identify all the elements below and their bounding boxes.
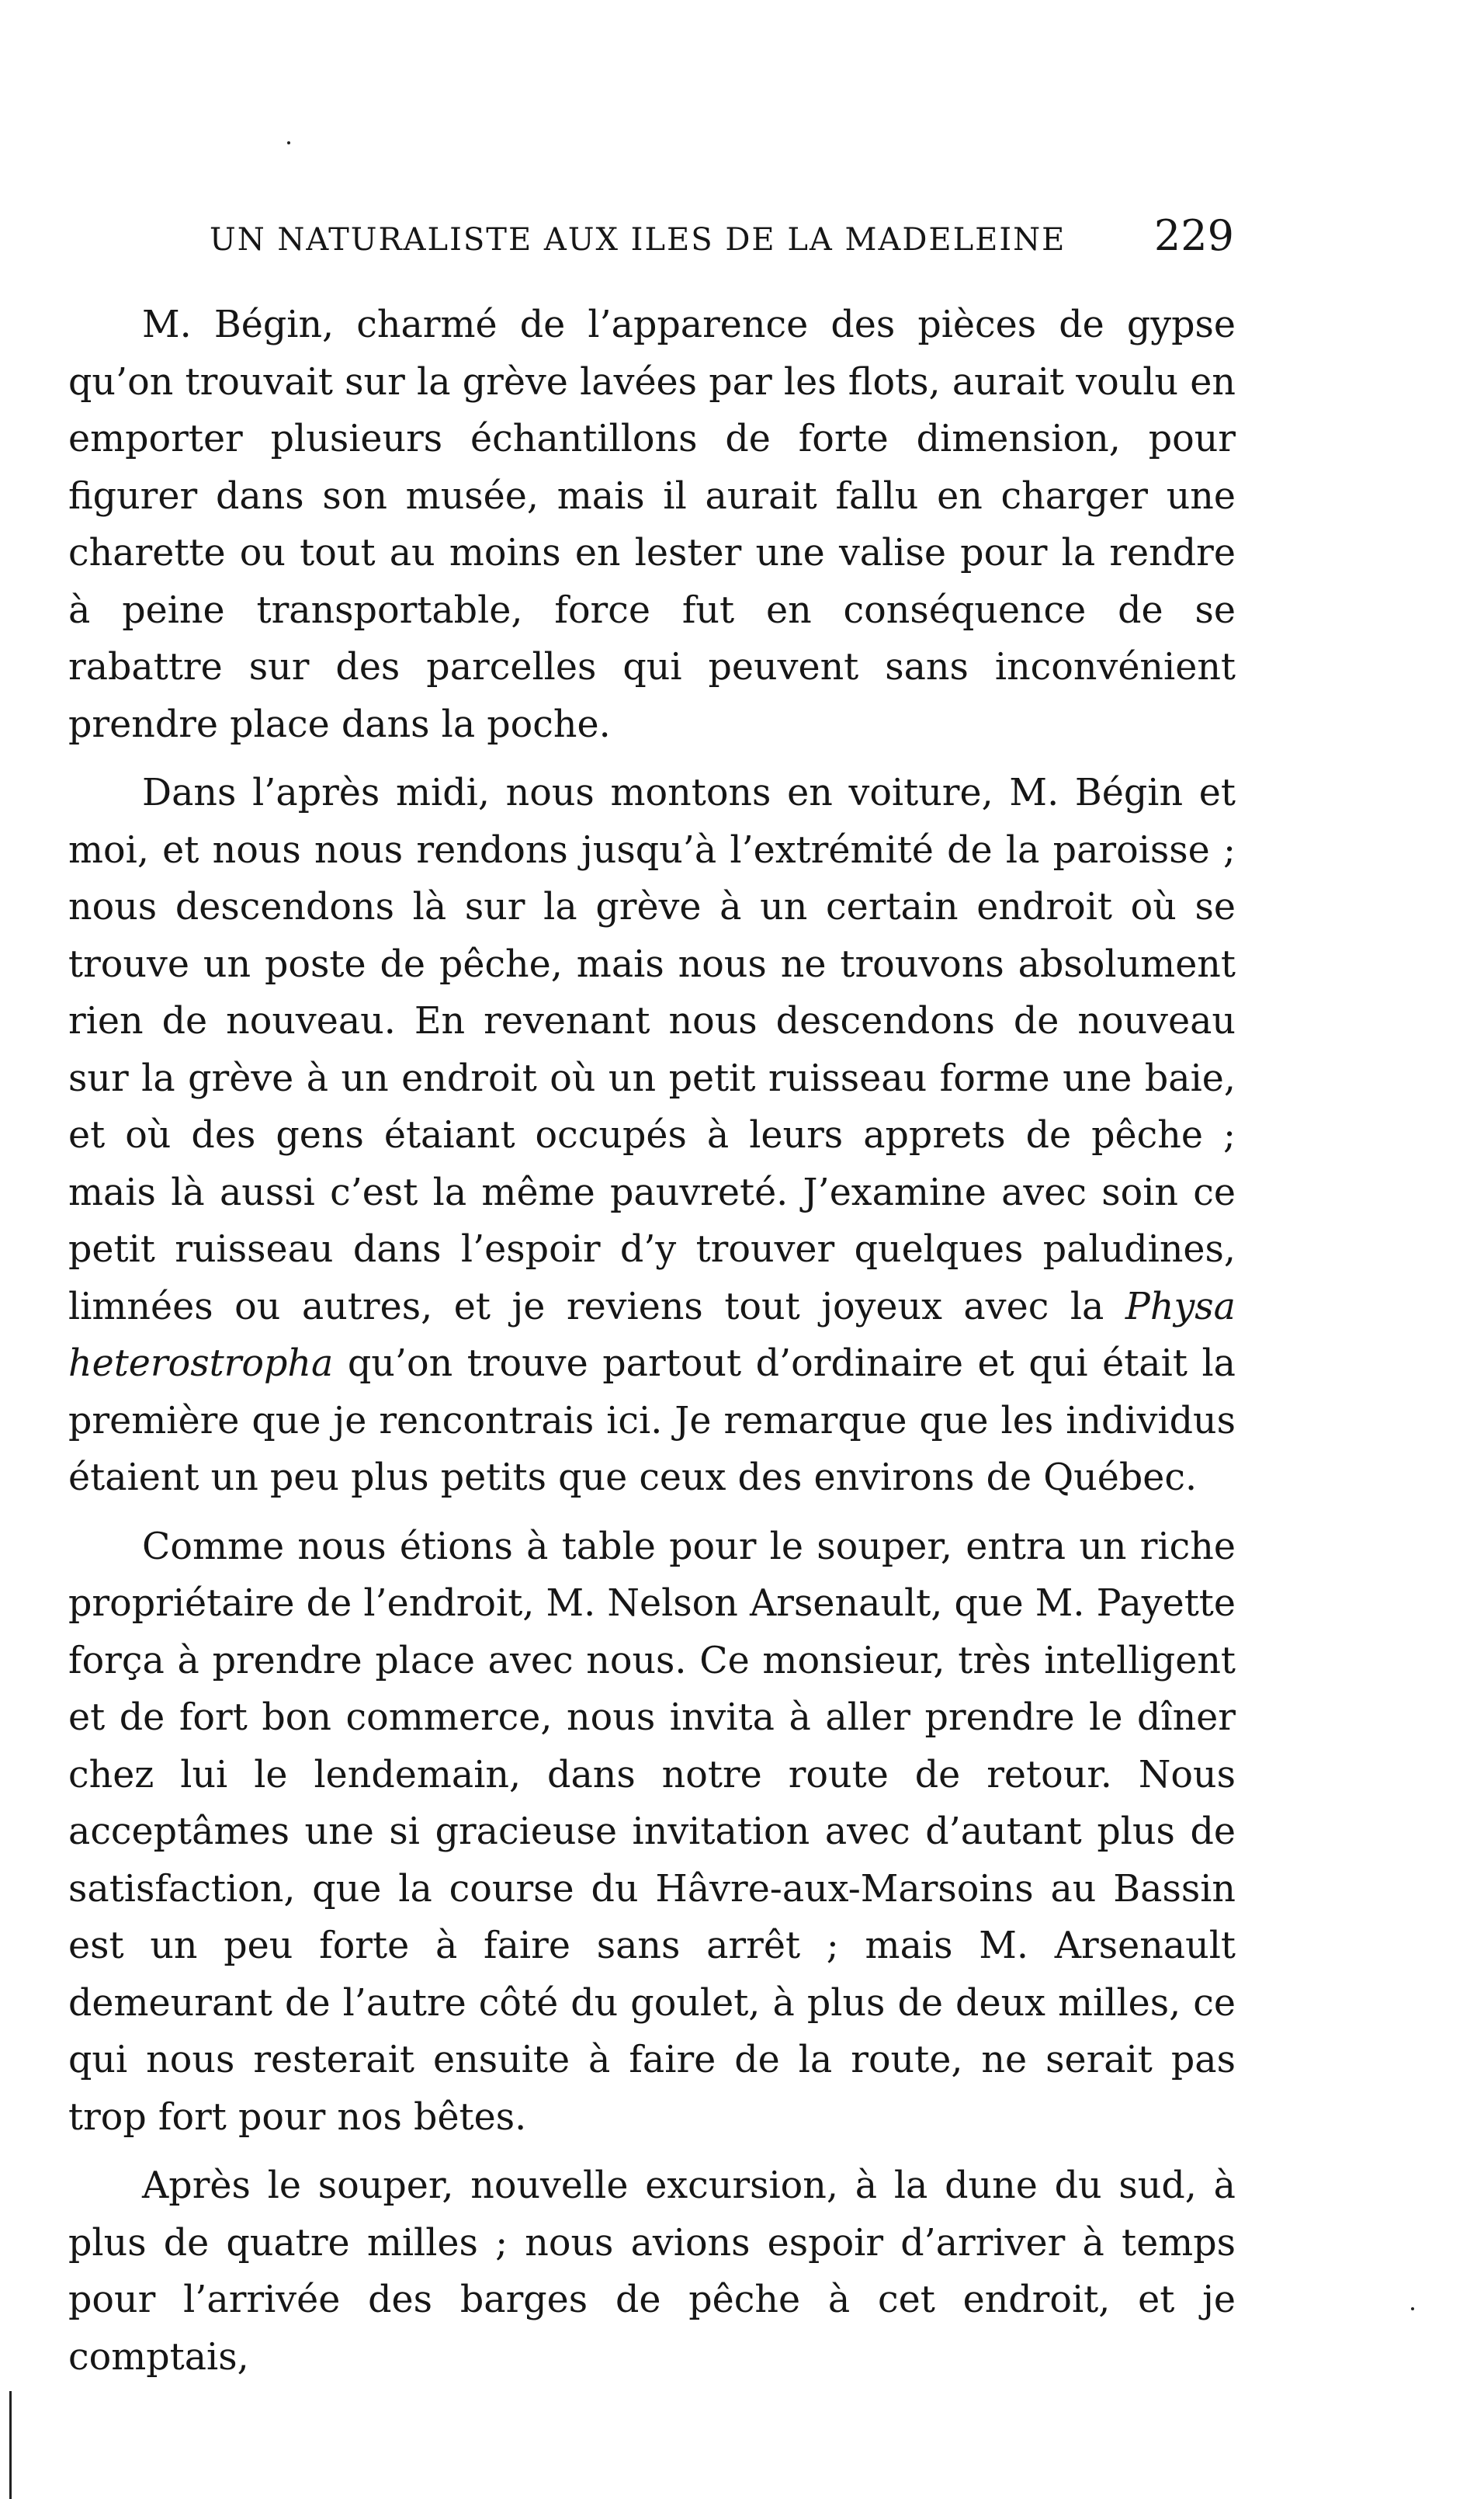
scan-speck bbox=[287, 141, 290, 144]
text-segment: Dans l’après midi, nous montons en voiture, M. Bégin et moi, et nous nous rendons jusqu’à l’extrémité de la paroisse ; nous descendons là sur la grève à un certain endroit où se trouve un poste de pêche, mais nous ne trouvons absolument rien de nouveau. En revenant nous descendons de nouveau sur la grève à un endroit où un petit ruisseau forme une baie, et où des gens étaiant occupés à leurs apprets de pêche ; mais là aussi c’est la même pauvreté. J’examine avec soin ce petit ruisseau dans l’espoir d’y trouver quelques paludines, limnées ou autres, et je reviens tout joyeux avec la bbox=[68, 772, 1236, 1328]
text-segment: M. Bégin, charmé de l’apparence des pièces de gypse qu’on trouvait sur la grève lavées par les flots, aurait voulu en emporter plusieurs échantillons de forte dimension, pour figurer dans son musée, mais il aurait fallu en charger une charette ou tout au moins en lester une valise pour la rendre à peine transportable, force fut en conséquence de se rabattre sur des parcelles qui peuvent sans inconvénient prendre place dans la poche. bbox=[68, 304, 1236, 746]
scan-edge-mark bbox=[9, 2391, 12, 2499]
scan-speck bbox=[1411, 2307, 1414, 2310]
paragraph-2 bbox=[68, 765, 1236, 1507]
text-segment: Comme nous étions à table pour le souper, entra un riche propriétaire de l’endroit, M. Nelson Arsenault, que M. Payette força à prendre place avec nous. Ce monsieur, très intelligent et de fort bon commerce, nous invita à aller prendre le dîner chez lui le lendemain, dans notre route de retour. Nous acceptâmes une si gracieuse invitation avec d’autant plus de satisfaction, que la course du Hâvre-aux-Marsoins au Bassin est un peu forte à faire sans arrêt ; mais M. Arsenault demeurant de l’autre côté du goulet, à plus de deux milles, ce qui nous resterait ensuite à faire de la route, ne serait pas trop fort pour nos bêtes. bbox=[68, 1525, 1236, 2139]
page-number: 229 bbox=[1153, 211, 1234, 260]
body-text bbox=[68, 297, 1236, 2386]
text-segment: qu’on trouve partout d’ordinaire et qui était la première que je rencontrais ici. Je remarque que les individus étaient un peu plus petits que ceux des environs de Québec. bbox=[68, 1342, 1236, 1499]
paragraph-3 bbox=[68, 1518, 1236, 2147]
text-segment: Après le souper, nouvelle excursion, à la dune du sud, à plus de quatre milles ; nous avions espoir d’arriver à temps pour l’arrivée des barges de pêche à cet endroit, et je comptais, bbox=[68, 2164, 1236, 2379]
running-title: UN NATURALISTE AUX ILES DE LA MADELEINE bbox=[210, 222, 1066, 258]
paragraph-4 bbox=[68, 2157, 1236, 2386]
page-header bbox=[210, 211, 1234, 273]
paragraph-1 bbox=[68, 297, 1236, 753]
italic-species-name: Physa heterostropha bbox=[68, 1285, 1236, 1385]
